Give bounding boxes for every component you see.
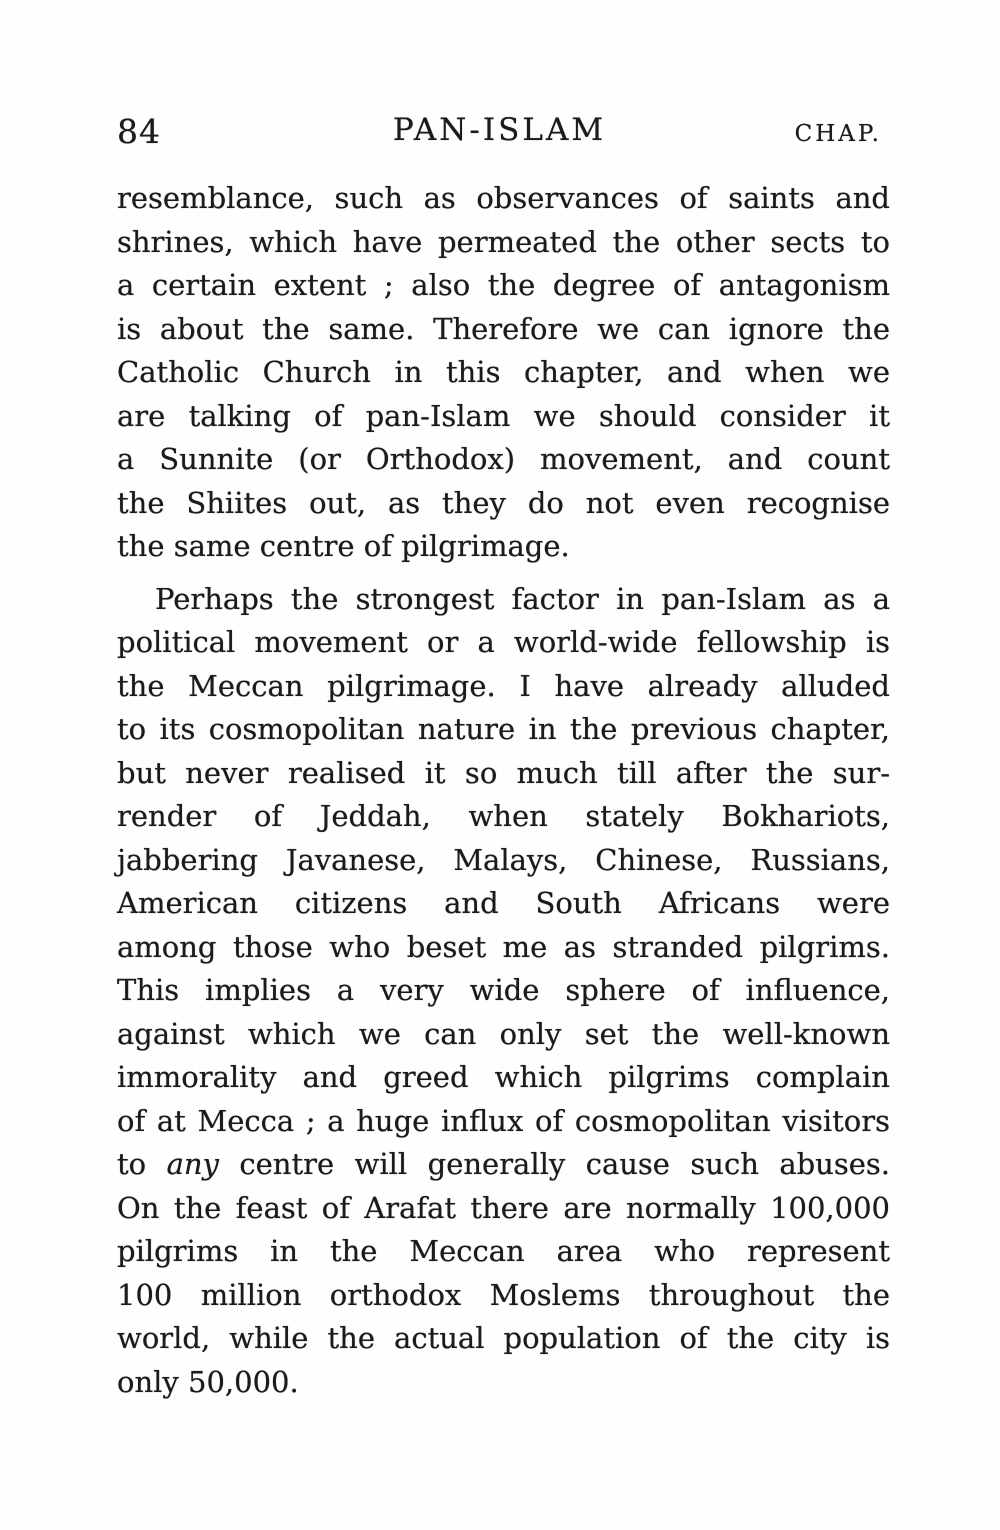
text-line: Perhaps the strongest factor in pan-Islam as a (155, 581, 890, 616)
text-line: 100 million orthodox Moslems throughout the (117, 1277, 890, 1312)
text-line: is about the same. Therefore we can ignore the (117, 311, 890, 346)
text-line: render of Jeddah, when stately Bokhariots, (117, 799, 890, 833)
page-header (117, 110, 882, 154)
text-line: only 50,000. (117, 1364, 299, 1399)
text-line: the same centre of pilgrimage. (117, 529, 570, 563)
text-line: world, while the actual population of the city is (117, 1321, 890, 1355)
text-segment: to (117, 1147, 167, 1181)
paragraph-1 (117, 177, 890, 569)
text-line: against which we can only set the well-known (117, 1016, 890, 1051)
text-line: jabbering Javanese, Malays, Chinese, Russians, (117, 842, 890, 877)
text-line: a certain extent ; also the degree of antagonism (117, 268, 890, 302)
text-line: to its cosmopolitan nature in the previous chapter, (117, 712, 890, 746)
page-number: 84 (117, 112, 161, 151)
text-line: of at Mecca ; a huge influx of cosmopolitan visitors (117, 1103, 890, 1138)
italic-word: any (166, 1147, 219, 1181)
text-line: This implies a very wide sphere of influence, (117, 973, 890, 1007)
paragraph-2 (117, 578, 890, 1405)
text-line: are talking of pan-Islam we should consider it (117, 398, 890, 433)
text-line: pilgrims in the Meccan area who represent (117, 1234, 890, 1268)
chapter-label: CHAP. (794, 121, 882, 147)
text-line: On the feast of Arafat there are normally 100,000 (117, 1190, 890, 1225)
text-line: a Sunnite (or Orthodox) movement, and count (117, 442, 890, 476)
text-line: the Meccan pilgrimage. I have already alluded (117, 668, 890, 703)
text-segment: centre will generally cause such abuses. (218, 1147, 890, 1181)
text-line: the Shiites out, as they do not even recognise (117, 485, 890, 520)
text-line-with-italic (117, 1143, 890, 1187)
text-line: among those who beset me as stranded pilgrims. (117, 929, 890, 964)
text-line: resemblance, such as observances of saints and (117, 181, 890, 215)
running-title: PAN-ISLAM (392, 112, 607, 148)
page-body (117, 177, 890, 1404)
text-line: shrines, which have permeated the other sects to (117, 224, 890, 259)
text-line: Catholic Church in this chapter, and when we (117, 355, 890, 389)
text-line: political movement or a world-wide fellowship is (117, 625, 890, 659)
text-line: immorality and greed which pilgrims complain (117, 1060, 890, 1094)
text-line: but never realised it so much till after the sur- (117, 755, 890, 790)
text-line: American citizens and South Africans were (117, 886, 890, 920)
